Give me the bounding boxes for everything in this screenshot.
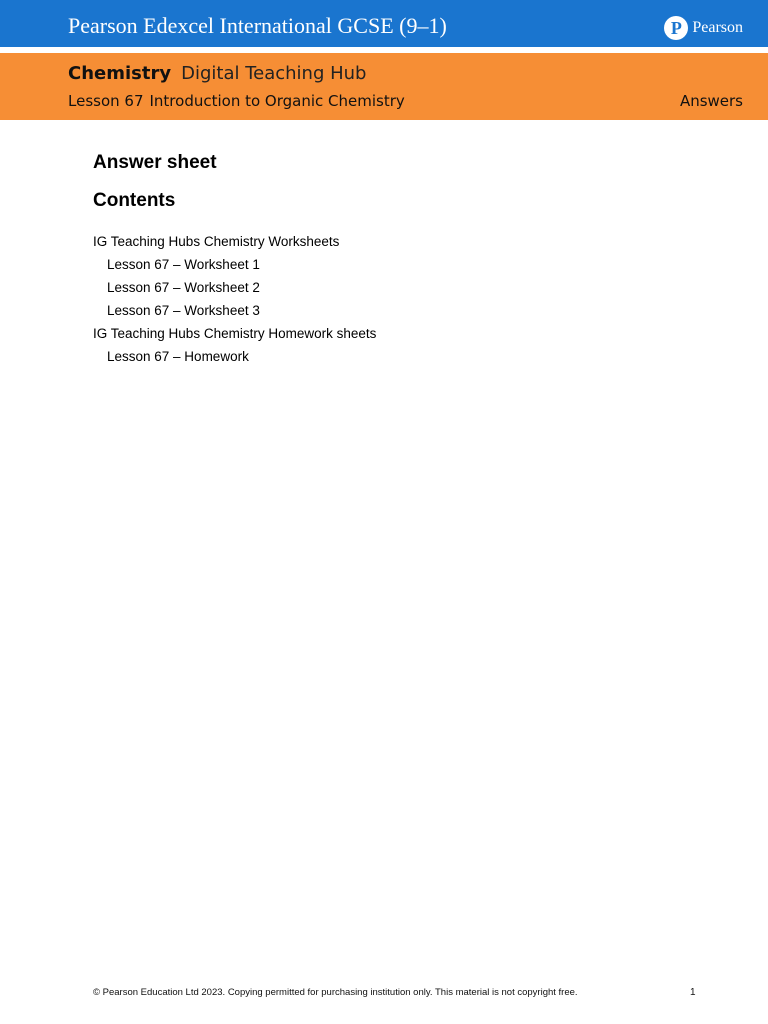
subject-line [68, 63, 366, 84]
hub-name: Digital Teaching Hub [181, 63, 367, 84]
toc-section-worksheets[interactable]: IG Teaching Hubs Chemistry Worksheets [93, 234, 340, 249]
lesson-line [68, 92, 405, 110]
toc-item-worksheet-3[interactable]: Lesson 67 – Worksheet 3 [107, 303, 260, 318]
toc-item-homework[interactable]: Lesson 67 – Homework [107, 349, 249, 364]
toc-item-worksheet-2[interactable]: Lesson 67 – Worksheet 2 [107, 280, 260, 295]
main-content [93, 150, 693, 368]
lesson-topic: Introduction to Organic Chemistry [149, 92, 405, 110]
page-number: 1 [690, 987, 696, 998]
pearson-p-icon: P [664, 16, 688, 40]
pearson-logo [664, 16, 743, 40]
contents-heading: Contents [93, 190, 176, 211]
top-header-bar [0, 0, 768, 47]
lesson-number: Lesson 67 [68, 92, 144, 110]
lesson-header-bar [0, 53, 768, 120]
footer-copyright: © Pearson Education Ltd 2023. Copying permitted for purchasing institution only. This material is not copyright free. [93, 987, 578, 998]
page-title: Answer sheet [93, 152, 217, 173]
pearson-logo-text: Pearson [692, 19, 743, 36]
subject-name: Chemistry [68, 63, 172, 84]
table-of-contents [93, 230, 693, 368]
series-title: Pearson Edexcel International GCSE (9–1) [68, 13, 447, 38]
toc-item-worksheet-1[interactable]: Lesson 67 – Worksheet 1 [107, 257, 260, 272]
answers-label: Answers [679, 92, 743, 110]
toc-section-homework[interactable]: IG Teaching Hubs Chemistry Homework sheets [93, 326, 377, 341]
